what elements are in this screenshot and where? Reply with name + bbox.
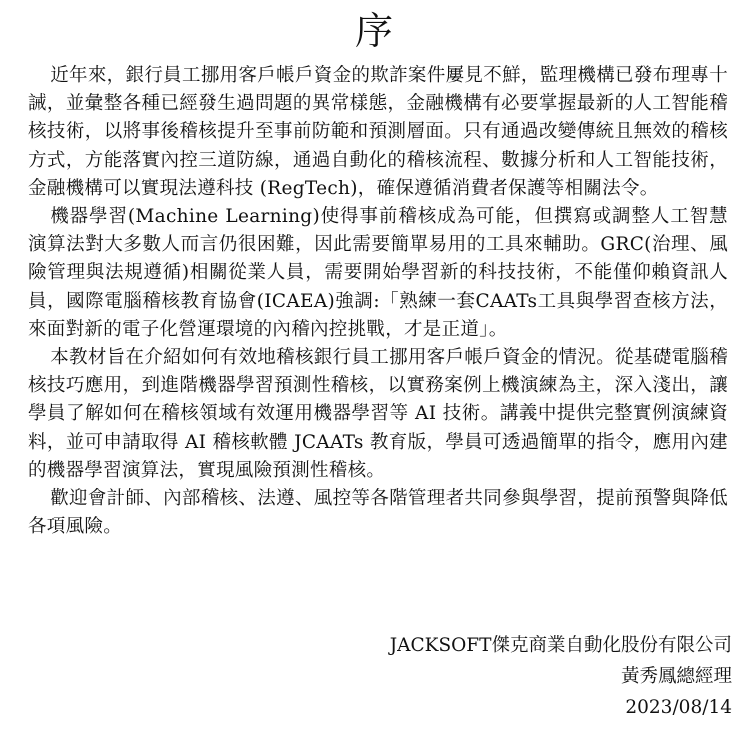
signature-block bbox=[232, 630, 732, 723]
paragraph-4: 歡迎會計師、內部稽核、法遵、風控等各階管理者共同參與學習，提前預警與降低各項風險。 bbox=[28, 488, 728, 538]
signature-person: 黃秀鳳總經理 bbox=[620, 666, 732, 687]
paragraph-2: 機器學習(Machine Learning)使得事前稽核成為可能，但撰寫或調整人工智慧演算法對大多數人而言仍很困難，因此需要簡單易用的工具來輔助。GRC(治理、風險管理與法規遵循)相關從業人員，需要開始學習新的科技技術，不能僅仰賴資訊人員，國際電腦稽核教育協會(ICAEA)強調:「熟練一套CAATs工具與學習查核方法，來面對新的電子化營運環境的內稽內控挑戰，才是正道」。 bbox=[28, 206, 728, 340]
paragraph-3: 本教材旨在介紹如何有效地稽核銀行員工挪用客戶帳戶資金的情況。從基礎電腦稽核技巧應用，到進階機器學習預測性稽核，以實務案例上機演練為主，深入淺出，讓學員了解如何在稽核領域有效運用機器學習等 AI 技術。講義中提供完整實例演練資料，並可申請取得 AI 稽核軟體 JCAATs 教育版，學員可透過簡單的指令，應用內建的機器學習演算法，實現風險預測性稽核。 bbox=[28, 347, 728, 481]
preface-body bbox=[28, 62, 728, 541]
signature-date: 2023/08/14 bbox=[625, 697, 732, 718]
page-title: 序 bbox=[354, 9, 395, 53]
signature-company: JACKSOFT傑克商業自動化股份有限公司 bbox=[389, 635, 732, 656]
paragraph-1: 近年來，銀行員工挪用客戶帳戶資金的欺詐案件屢見不鮮，監理機構已發布理專十誡，並彙整各種已經發生過問題的異常樣態，金融機構有必要掌握最新的人工智能稽核技術，以將事後稽核提升至事前防範和預測層面。只有通過改變傳統且無效的稽核方式，方能落實內控三道防線，通過自動化的稽核流程、數據分析和人工智能技術，金融機構可以實現法遵科技 (RegTech)，確保遵循消費者保護等相關法令。 bbox=[28, 65, 728, 199]
